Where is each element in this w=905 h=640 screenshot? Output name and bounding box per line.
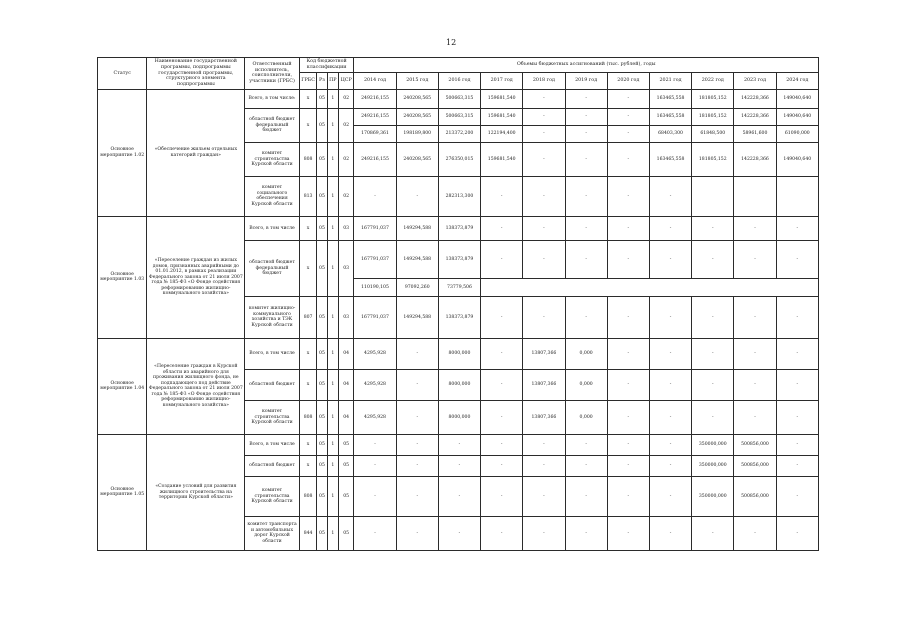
value-cell: 13807,366	[523, 338, 565, 369]
code-csr: 05	[338, 434, 353, 455]
value-cell: -	[565, 434, 607, 455]
code-pr: 1	[327, 400, 338, 434]
value-cell: 198189,800	[396, 125, 438, 142]
header-year: 2023 год	[734, 72, 776, 89]
code-rz: 05	[317, 216, 327, 240]
value-cell: -	[692, 338, 734, 369]
code-rz: 05	[317, 240, 327, 296]
header-pr: ПР	[327, 72, 338, 89]
value-cell: -	[354, 516, 396, 550]
value-cell: -	[565, 108, 607, 125]
value-cell: -	[776, 216, 818, 240]
value-cell: 0,000	[565, 369, 607, 400]
code-csr: 02	[338, 89, 353, 108]
table-row	[98, 216, 819, 240]
value-cell: -	[649, 296, 691, 338]
value-cell: -	[481, 434, 523, 455]
value-cell: 138373,879	[438, 240, 480, 278]
value-cell	[692, 176, 734, 216]
code-pr: 1	[327, 89, 338, 108]
code-grbs: х	[299, 216, 317, 240]
value-cell: -	[396, 400, 438, 434]
value-cell: -	[776, 296, 818, 338]
value-cell: 163465,558	[649, 108, 691, 125]
value-cell: -	[692, 216, 734, 240]
value-cell: -	[607, 142, 649, 176]
value-cell: -	[354, 476, 396, 516]
value-cell: -	[481, 338, 523, 369]
value-cell: 163465,558	[649, 89, 691, 108]
value-cell: -	[481, 296, 523, 338]
value-cell: 149040,640	[776, 89, 818, 108]
value-cell: -	[607, 89, 649, 108]
value-cell: 500856,000	[734, 434, 776, 455]
code-pr: 1	[327, 216, 338, 240]
value-cell: -	[523, 240, 565, 278]
section-name: «Обеспечение жильем отдельных категорий граждан»	[147, 89, 245, 216]
header-row-top	[98, 58, 819, 73]
value-cell: 8000,000	[438, 338, 480, 369]
section-name: «Переселение граждан в Курской области из аварийного для проживания жилищного фонда, не подпадающего под действие Федерального закона от 21 июля 2007 года № 185-ФЗ «О Фонде содействия реформированию жилищно-коммунального хозяйства»	[147, 338, 245, 434]
value-cell: 170869,361	[354, 125, 396, 142]
code-grbs: 844	[299, 516, 317, 550]
value-cell	[734, 176, 776, 216]
code-rz: 05	[317, 296, 327, 338]
value-cell: -	[692, 296, 734, 338]
code-csr: 05	[338, 455, 353, 476]
header-rz: Рз	[317, 72, 327, 89]
value-cell: 68403,300	[649, 125, 691, 142]
value-cell: -	[692, 369, 734, 400]
value-cell: 500856,000	[734, 455, 776, 476]
value-cell: -	[396, 455, 438, 476]
section-status: Основное мероприятие 1.04	[98, 338, 147, 434]
value-cell: -	[396, 369, 438, 400]
value-cell-empty	[481, 278, 819, 296]
code-rz: 05	[317, 455, 327, 476]
header-status: Статус	[98, 58, 147, 90]
value-cell: 138373,879	[438, 216, 480, 240]
header-year: 2020 год	[607, 72, 649, 89]
value-cell: -	[607, 176, 649, 216]
header-year: 2021 год	[649, 72, 691, 89]
value-cell: 167791,037	[354, 240, 396, 278]
header-volume-group: Объемы бюджетных ассигнований (тыс. рублей), годы	[354, 58, 819, 73]
value-cell: 181805,152	[692, 89, 734, 108]
participant-label: областной бюджет	[245, 369, 300, 400]
value-cell: -	[565, 455, 607, 476]
code-pr: 1	[327, 296, 338, 338]
page-number: 12	[446, 38, 457, 47]
value-cell: 8000,000	[438, 400, 480, 434]
code-pr: 1	[327, 142, 338, 176]
participant-label: комитет строительства Курской области	[245, 400, 300, 434]
value-cell: -	[565, 216, 607, 240]
value-cell: 249216,155	[354, 108, 396, 125]
code-csr: 03	[338, 296, 353, 338]
code-grbs: х	[299, 434, 317, 455]
value-cell: -	[481, 455, 523, 476]
value-cell: 167791,037	[354, 296, 396, 338]
value-cell: -	[523, 89, 565, 108]
value-cell: 149294,588	[396, 216, 438, 240]
value-cell: 181805,152	[692, 142, 734, 176]
participant-label: Всего, в том числе:	[245, 89, 300, 108]
header-code-group: Код бюджетной классификации	[299, 58, 354, 73]
code-rz: 05	[317, 434, 327, 455]
value-cell: -	[776, 369, 818, 400]
value-cell: -	[734, 216, 776, 240]
value-cell: -	[396, 338, 438, 369]
value-cell	[776, 176, 818, 216]
value-cell: 159681,540	[481, 89, 523, 108]
code-csr: 04	[338, 338, 353, 369]
section-status: Основное мероприятие 1.02	[98, 89, 147, 216]
value-cell: 13807,366	[523, 400, 565, 434]
value-cell: -	[649, 516, 691, 550]
value-cell: -	[565, 516, 607, 550]
participant-label: комитет социального обеспечения Курской области	[245, 176, 300, 216]
value-cell: -	[649, 476, 691, 516]
value-cell: -	[776, 434, 818, 455]
value-cell: -	[692, 400, 734, 434]
code-grbs: х	[299, 369, 317, 400]
value-cell: -	[481, 176, 523, 216]
participant-label: областной бюджет	[249, 260, 295, 265]
value-cell: -	[607, 400, 649, 434]
value-cell: -	[649, 240, 691, 278]
code-grbs: х	[299, 455, 317, 476]
value-cell: 8000,000	[438, 369, 480, 400]
header-year: 2016 год	[438, 72, 480, 89]
code-pr: 1	[327, 108, 338, 142]
value-cell: 240208,565	[396, 89, 438, 108]
value-cell: -	[649, 369, 691, 400]
value-cell: 61848,500	[692, 125, 734, 142]
participant-label: Всего, в том числе	[245, 216, 300, 240]
value-cell: -	[649, 338, 691, 369]
code-grbs: 808	[299, 400, 317, 434]
code-pr: 1	[327, 176, 338, 216]
value-cell: 142228,366	[734, 142, 776, 176]
code-csr: 03	[338, 240, 353, 296]
participant-label: комитет жилищно-коммунального хозяйства и ТЭК Курской области	[245, 296, 300, 338]
value-cell: -	[649, 434, 691, 455]
value-cell: -	[607, 216, 649, 240]
value-cell: -	[481, 400, 523, 434]
value-cell: -	[438, 434, 480, 455]
code-csr: 02	[338, 108, 353, 142]
value-cell: 122194,400	[481, 125, 523, 142]
value-cell: -	[776, 240, 818, 278]
table-row	[98, 89, 819, 108]
value-cell: 249216,155	[354, 142, 396, 176]
value-cell: 350000,000	[692, 434, 734, 455]
code-rz: 05	[317, 400, 327, 434]
value-cell: -	[565, 240, 607, 278]
value-cell: -	[523, 142, 565, 176]
value-cell: -	[607, 516, 649, 550]
header-year: 2017 год	[481, 72, 523, 89]
value-cell: -	[438, 516, 480, 550]
value-cell: 138373,879	[438, 296, 480, 338]
value-cell: -	[692, 240, 734, 278]
code-csr: 05	[338, 516, 353, 550]
value-cell: -	[523, 176, 565, 216]
value-cell: -	[481, 240, 523, 278]
header-year: 2022 год	[692, 72, 734, 89]
header-year: 2024 год	[776, 72, 818, 89]
section-name: «Создание условий для развития жилищного строительства на территории Курской области»	[147, 434, 245, 550]
code-rz: 05	[317, 338, 327, 369]
participant-label: Всего, в том числе	[245, 338, 300, 369]
participant-cell	[245, 108, 300, 142]
code-rz: 05	[317, 516, 327, 550]
code-pr: 1	[327, 240, 338, 296]
value-cell: 500663,315	[438, 89, 480, 108]
participant-label: комитет строительства Курской области	[245, 142, 300, 176]
value-cell: -	[776, 455, 818, 476]
value-cell: -	[776, 476, 818, 516]
value-cell: -	[607, 476, 649, 516]
value-cell: 213372,200	[438, 125, 480, 142]
header-year: 2014 год	[354, 72, 396, 89]
code-grbs: 813	[299, 176, 317, 216]
code-rz: 05	[317, 476, 327, 516]
code-csr: 04	[338, 400, 353, 434]
value-cell: -	[607, 434, 649, 455]
participant-label: Всего, в том числе	[245, 434, 300, 455]
value-cell: -	[523, 296, 565, 338]
value-cell: 142228,366	[734, 89, 776, 108]
header-year: 2015 год	[396, 72, 438, 89]
section-name: «Переселение граждан из жилых домов, признанных аварийными до 01.01.2012, в рамках реализации Федерального закона от 21 июля 2007 года № 185-ФЗ «О Фонде содействия реформированию жилищно-коммунального хозяйства»	[147, 216, 245, 338]
value-cell: -	[776, 338, 818, 369]
code-csr: 04	[338, 369, 353, 400]
value-cell: 110190,105	[354, 278, 396, 296]
value-cell: -	[607, 240, 649, 278]
value-cell: -	[523, 455, 565, 476]
value-cell: 4295,928	[354, 400, 396, 434]
participant-label: комитет транспорта и автомобильных дорог Курской области	[245, 516, 300, 550]
participant-cell	[245, 240, 300, 296]
value-cell: -	[481, 369, 523, 400]
value-cell: -	[523, 476, 565, 516]
value-cell: 0,000	[565, 338, 607, 369]
code-pr: 1	[327, 369, 338, 400]
value-cell: 276350,015	[438, 142, 480, 176]
code-rz: 05	[317, 176, 327, 216]
code-csr: 03	[338, 216, 353, 240]
value-cell: -	[396, 476, 438, 516]
value-cell: 58961,600	[734, 125, 776, 142]
value-cell: 142228,366	[734, 108, 776, 125]
value-cell: -	[565, 476, 607, 516]
participant-label: комитет строительства Курской области	[245, 476, 300, 516]
header-responsible: Ответственный исполнитель, соисполнители, участники (ГРБС)	[245, 58, 300, 90]
value-cell: -	[734, 296, 776, 338]
value-cell: -	[523, 216, 565, 240]
value-cell: 282313,300	[438, 176, 480, 216]
value-cell: -	[734, 369, 776, 400]
header-program-name: Наименование государственной программы, подпрограммы государственной программы, структурного элемента подпрограммы	[147, 58, 245, 90]
value-cell: -	[354, 455, 396, 476]
value-cell: -	[607, 296, 649, 338]
code-csr: 02	[338, 142, 353, 176]
code-grbs: 808	[299, 142, 317, 176]
value-cell: 159681,540	[481, 142, 523, 176]
section-status: Основное мероприятие 1.03	[98, 216, 147, 338]
value-cell: -	[354, 176, 396, 216]
value-cell: -	[565, 176, 607, 216]
value-cell: 163465,558	[649, 142, 691, 176]
code-csr: 05	[338, 476, 353, 516]
value-cell: -	[649, 216, 691, 240]
code-grbs: х	[299, 108, 317, 142]
value-cell: 159681,540	[481, 108, 523, 125]
value-cell: 181805,152	[692, 108, 734, 125]
value-cell: -	[607, 108, 649, 125]
value-cell: 149040,640	[776, 142, 818, 176]
value-cell: -	[396, 434, 438, 455]
value-cell: -	[438, 455, 480, 476]
value-cell: 500663,315	[438, 108, 480, 125]
code-rz: 05	[317, 108, 327, 142]
value-cell: -	[523, 434, 565, 455]
code-pr: 1	[327, 476, 338, 516]
value-cell: 13807,366	[523, 369, 565, 400]
code-pr: 1	[327, 434, 338, 455]
code-grbs: х	[299, 89, 317, 108]
value-cell: 149294,588	[396, 296, 438, 338]
header-year: 2019 год	[565, 72, 607, 89]
value-cell: -	[734, 516, 776, 550]
value-cell: -	[649, 455, 691, 476]
section-status: Основное мероприятие 1.05	[98, 434, 147, 550]
value-cell: -	[607, 369, 649, 400]
value-cell: -	[692, 516, 734, 550]
value-cell: -	[438, 476, 480, 516]
value-cell: 61090,000	[776, 125, 818, 142]
code-grbs: 808	[299, 476, 317, 516]
value-cell: -	[481, 516, 523, 550]
value-cell: -	[481, 216, 523, 240]
value-cell: 73779,506	[438, 278, 480, 296]
code-grbs: х	[299, 240, 317, 296]
code-grbs: 807	[299, 296, 317, 338]
value-cell: -	[734, 240, 776, 278]
participant-label: областной бюджет	[249, 117, 295, 122]
code-rz: 05	[317, 142, 327, 176]
value-cell: -	[523, 108, 565, 125]
participant-label: федеральный бюджет	[255, 265, 289, 276]
code-rz: 05	[317, 89, 327, 108]
code-rz: 05	[317, 369, 327, 400]
value-cell: 500856,000	[734, 476, 776, 516]
value-cell: 149040,640	[776, 108, 818, 125]
code-grbs: х	[299, 338, 317, 369]
value-cell: -	[649, 400, 691, 434]
value-cell: -	[649, 176, 691, 216]
value-cell: -	[776, 400, 818, 434]
table-row	[98, 434, 819, 455]
value-cell: -	[565, 125, 607, 142]
code-pr: 1	[327, 338, 338, 369]
header-csr: ЦСР	[338, 72, 353, 89]
value-cell: -	[396, 516, 438, 550]
value-cell: -	[565, 296, 607, 338]
value-cell: -	[776, 516, 818, 550]
value-cell: 4295,928	[354, 369, 396, 400]
value-cell: -	[607, 338, 649, 369]
header-grbs: ГРБС	[299, 72, 317, 89]
value-cell: -	[734, 400, 776, 434]
participant-label: областной бюджет	[245, 455, 300, 476]
value-cell: 240208,565	[396, 142, 438, 176]
value-cell: -	[607, 455, 649, 476]
value-cell: 249216,155	[354, 89, 396, 108]
value-cell: -	[396, 176, 438, 216]
value-cell: -	[481, 476, 523, 516]
code-pr: 1	[327, 455, 338, 476]
value-cell: 0,000	[565, 400, 607, 434]
value-cell: -	[523, 516, 565, 550]
value-cell: 350000,000	[692, 455, 734, 476]
value-cell: -	[354, 434, 396, 455]
value-cell: 4295,928	[354, 338, 396, 369]
value-cell: 240208,565	[396, 108, 438, 125]
table-row	[98, 338, 819, 369]
header-year: 2018 год	[523, 72, 565, 89]
value-cell: 97092,260	[396, 278, 438, 296]
value-cell: -	[565, 89, 607, 108]
code-csr: 02	[338, 176, 353, 216]
value-cell: -	[565, 142, 607, 176]
value-cell: -	[607, 125, 649, 142]
budget-table	[97, 57, 819, 551]
value-cell: 149294,588	[396, 240, 438, 278]
value-cell: -	[734, 338, 776, 369]
value-cell: 350000,000	[692, 476, 734, 516]
participant-label: федеральный бюджет	[255, 122, 289, 133]
code-pr: 1	[327, 516, 338, 550]
value-cell: 167791,037	[354, 216, 396, 240]
value-cell: -	[523, 125, 565, 142]
